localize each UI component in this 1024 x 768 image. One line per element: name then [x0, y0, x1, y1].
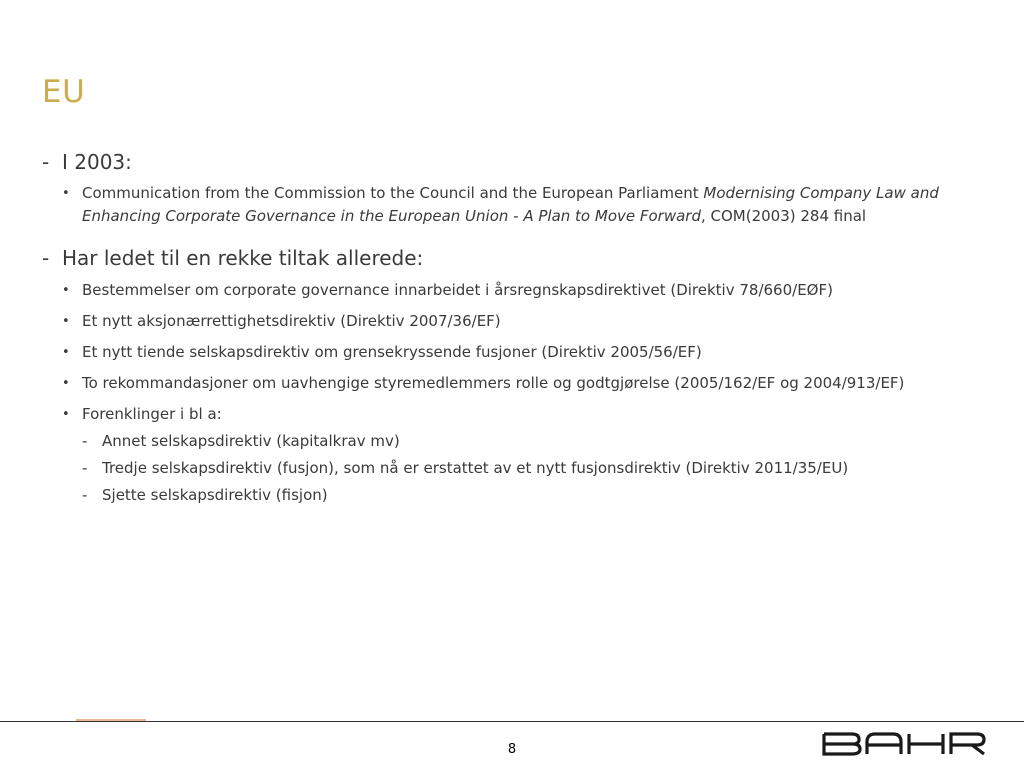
bullet-text: Et nytt tiende selskapsdirektiv om grensekryssende fusjoner (Direktiv 2005/56/EF) — [82, 343, 702, 361]
bullet-item — [42, 372, 972, 395]
sub-item — [42, 430, 972, 453]
section-heading-text: Har ledet til en rekke tiltak allerede: — [62, 246, 424, 270]
dash-marker: - — [82, 459, 88, 477]
bullet-text: Bestemmelser om corporate governance innarbeidet i årsregnskapsdirektivet (Direktiv 78/660/EØF) — [82, 281, 833, 299]
section-heading-text: I 2003: — [62, 150, 132, 174]
bahr-logo — [822, 732, 986, 756]
footer-accent-line — [76, 719, 146, 721]
bullet-text: Et nytt aksjonærrettighetsdirektiv (Direktiv 2007/36/EF) — [82, 312, 501, 330]
sub-item-text: Tredje selskapsdirektiv (fusjon), som nå er erstattet av et nytt fusjonsdirektiv (Direktiv 2011/35/EU) — [102, 459, 849, 477]
sub-item-text: Annet selskapsdirektiv (kapitalkrav mv) — [102, 432, 400, 450]
bullet-text: Forenklinger i bl a: — [82, 405, 222, 423]
bullet-dot-icon: • — [62, 376, 70, 391]
slide-content — [42, 148, 972, 507]
section-heading-tiltak — [42, 244, 972, 272]
bullet-dot-icon: • — [62, 314, 70, 329]
bullet-item — [42, 403, 972, 426]
sub-item-text: Sjette selskapsdirektiv (fisjon) — [102, 486, 328, 504]
bullet-dot-icon: • — [62, 283, 70, 298]
dash-marker: - — [42, 246, 50, 270]
bullet-dot-icon: • — [62, 407, 70, 422]
section-heading-2003 — [42, 148, 972, 176]
bullet-dot-icon: • — [62, 345, 70, 360]
bullet-text: Communication from the Commission to the Council and the European Parliament — [82, 184, 704, 202]
footer-divider — [0, 721, 1024, 722]
bullet-text-italic: Modernising Company Law and Enhancing Corporate Governance in the European Union - A Plan to Move Forward — [82, 184, 939, 225]
bullet-item — [42, 279, 972, 302]
dash-marker: - — [82, 486, 88, 504]
page-number: 8 — [507, 742, 517, 757]
sub-item — [42, 484, 972, 507]
dash-marker: - — [42, 150, 50, 174]
dash-marker: - — [82, 432, 88, 450]
bullet-text-suffix: , COM(2003) 284 final — [700, 207, 867, 225]
bullet-text: To rekommandasjoner om uavhengige styremedlemmers rolle og godtgjørelse (2005/162/EF og 2004/913/EF) — [82, 374, 905, 392]
bullet-item — [42, 341, 972, 364]
sub-item — [42, 457, 972, 480]
bullet-item — [42, 310, 972, 333]
slide-title: EU — [42, 74, 86, 110]
bullet-communication — [42, 182, 972, 228]
bullet-dot-icon: • — [62, 186, 70, 201]
